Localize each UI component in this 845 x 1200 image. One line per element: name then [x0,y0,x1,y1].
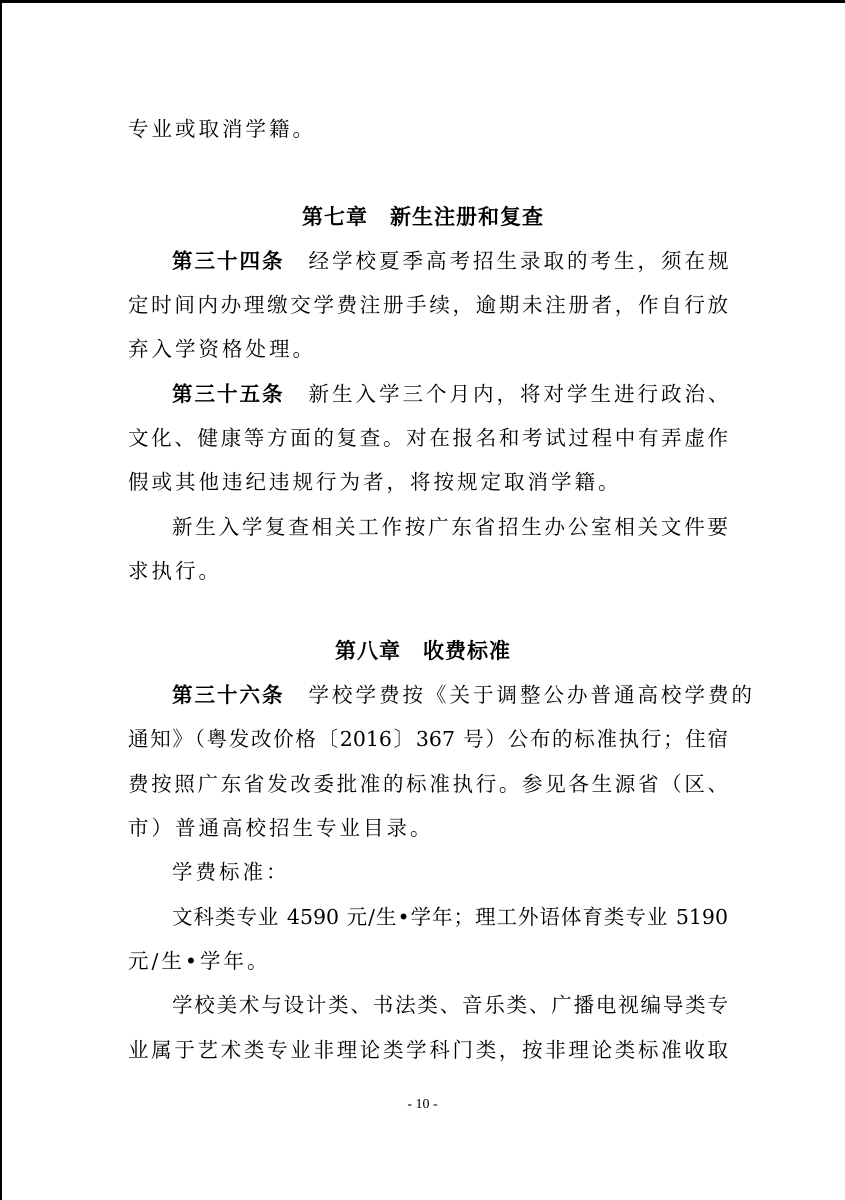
text-line: 求执行。 [128,559,222,583]
article-36-text: 学校学费按《关于调整公办普通高校学费的 [308,683,755,707]
text-line: 定时间内办理缴交学费注册手续，逾期未注册者，作自行放 [128,293,728,317]
text-line: 文科类专业 4590 元/生•学年；理工外语体育类专业 5190 [172,905,728,929]
article-34-text: 经学校夏季高考招生录取的考生，须在规 [308,249,732,273]
text-line: 专业或取消学籍。 [128,117,316,141]
article-36-paragraph [172,683,755,707]
text-line: 文化、健康等方面的复查。对在报名和考试过程中有弄虚作 [128,426,728,450]
article-34-paragraph [172,249,732,273]
text-line: 通知》（粤发改价格〔2016〕367 号）公布的标准执行；住宿 [128,727,728,751]
text-line: 业属于艺术类专业非理论类学科门类，按非理论类标准收取 [128,1038,728,1062]
page-number: - 10 - [407,1097,438,1112]
article-34-label: 第三十四条 [172,249,285,273]
text-line: 学校美术与设计类、书法类、音乐类、广播电视编导类专 [172,993,728,1017]
text-line: 费按照广东省发改委批准的标准执行。参见各生源省（区、 [128,772,728,796]
page-border-left [0,0,2,1200]
text-line: 弃入学资格处理。 [128,337,316,361]
article-35-label: 第三十五条 [172,382,285,406]
text-line: 假或其他违纪违规行为者，将按规定取消学籍。 [128,470,622,494]
chapter-7-heading: 第七章 新生注册和复查 [302,205,544,229]
chapter-8-heading: 第八章 收费标准 [335,639,511,663]
text-line: 新生入学复查相关工作按广东省招生办公室相关文件要 [172,515,728,539]
article-35-text: 新生入学三个月内，将对学生进行政治、 [308,382,732,406]
text-line: 学费标准： [172,860,290,884]
text-line: 元/生•学年。 [128,949,271,973]
article-36-label: 第三十六条 [172,683,285,707]
page-border-top [0,0,845,3]
article-35-paragraph [172,382,732,406]
text-line: 市）普通高校招生专业目录。 [128,816,434,840]
